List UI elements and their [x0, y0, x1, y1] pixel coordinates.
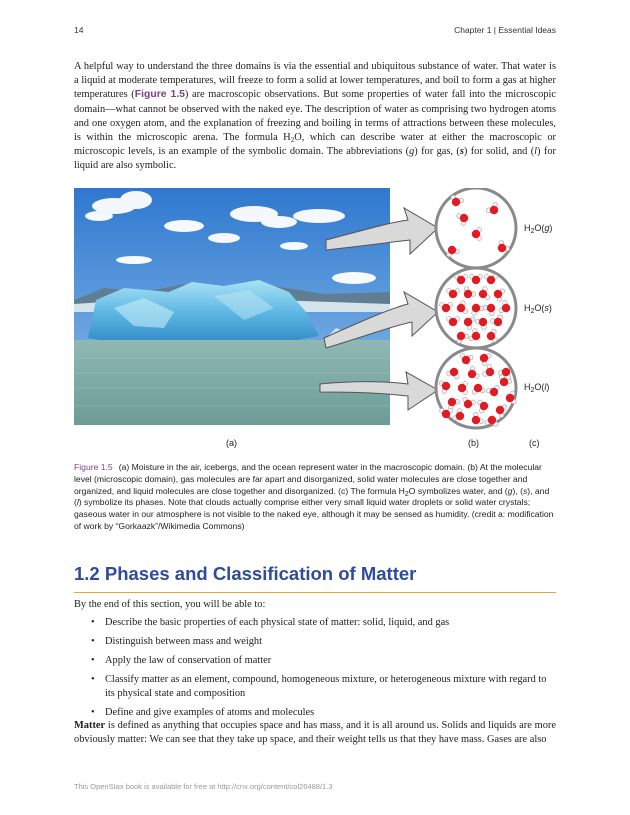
learning-objectives [74, 616, 556, 725]
objective-item: • Describe the basic properties of each physical state of matter: solid, liquid, and gas [74, 616, 556, 630]
objective-item: • Define and give examples of atoms and molecules [74, 706, 556, 720]
figure-link[interactable]: Figure 1.5 [134, 89, 185, 101]
chapter-title: Chapter 1 | Essential Ideas [454, 25, 556, 35]
label-liquid: $H_2O(l)$ [524, 382, 550, 394]
symbol-s: s [459, 146, 464, 158]
symbol-g: g [409, 146, 415, 158]
figure-1-5 [74, 188, 556, 458]
label-solid: $H_2O(s)$ [524, 303, 552, 315]
sublabel-a: (a) [226, 438, 237, 448]
page-header [74, 25, 556, 39]
label-gas: $H_2O(g)$ [524, 223, 553, 235]
objective-item: • Apply the law of conservation of matter [74, 654, 556, 668]
objectives-lead: By the end of this section, you will be able to: [74, 599, 266, 610]
intro-text-1: A helpful way to understand the three domains is via the essential and ubiquitous substance of water. That water is a liquid at moderate temperatures, will freeze to form a solid at lower temperatures, and boil to form a gas at higher temperatures ( [74, 61, 556, 101]
intro-text-2: ) are macroscopic observations. But some properties of water fall into the microscopic domain—what cannot be observed with the naked eye. The description of water as comprising two hydrogen atoms and one oxygen atom, and the explanation of freezing and boiling in terms of attractions between these molecules, is within the microscopic arena. The formula H [74, 89, 556, 144]
page-footer: This OpenStax book is available for free at http://cnx.org/content/col26488/1.3 [74, 782, 333, 791]
sublabel-b: (b) [468, 438, 479, 448]
caption-figure-number: Figure 1.5 [74, 462, 113, 472]
intro-text-6: ) for liquid are also symbolic. [74, 146, 556, 172]
term-matter: Matter [74, 720, 106, 731]
arrow-gas [326, 208, 438, 254]
matter-text: is defined as anything that occupies space and has mass, and it is all around us. Solids and liquids are more obviously matter: We can see that they take up space, and their weight tells us that they have mass. Gases are also [74, 720, 556, 746]
intro-text-5: ) for solid, and ( [463, 146, 535, 158]
arrow-solid [324, 292, 438, 348]
objective-item: • Classify matter as an element, compound, homogeneous mixture, or heterogeneous mixture with regard to its physical state and composition [74, 673, 556, 701]
symbol-l: l [534, 146, 538, 158]
subscript: 2 [290, 136, 295, 145]
intro-paragraph [74, 60, 556, 174]
figure-caption: Figure 1.5 (a) Moisture in the air, icebergs, and the ocean represent water in the macroscopic domain. (b) At the molecular level (microscopic domain), gas molecules are far apart and disorganized, solid water molecules are close together and organized, and liquid molecules are close together and disorganized. (c) The formula $H_2O$ symbolizes water, and (g), (s), and (l) symbolize its phases. Note that clouds actually comprise either very small liquid water droplets or solid water crystals; gaseous water in our atmosphere is not visible to the naked eye, although it may be sensed as humidity. (credit a: modification of work by “Gorkaazk”/Wikimedia Commons) [74, 462, 554, 531]
page-number: 14 [74, 25, 84, 35]
sublabel-c: (c) [529, 438, 540, 448]
section-title: 1.2 Phases and Classification of Matter [74, 563, 556, 593]
intro-text-3: O, which can describe water at either the macroscopic or microscopic levels, is an example of the symbolic domain. The abbreviations ( [74, 132, 556, 158]
matter-paragraph [74, 719, 556, 747]
molecular-view-diagram [74, 188, 556, 438]
objective-item: • Distinguish between mass and weight [74, 635, 556, 649]
intro-text-4: ) for gas, ( [414, 146, 460, 158]
arrow-liquid [320, 372, 438, 410]
